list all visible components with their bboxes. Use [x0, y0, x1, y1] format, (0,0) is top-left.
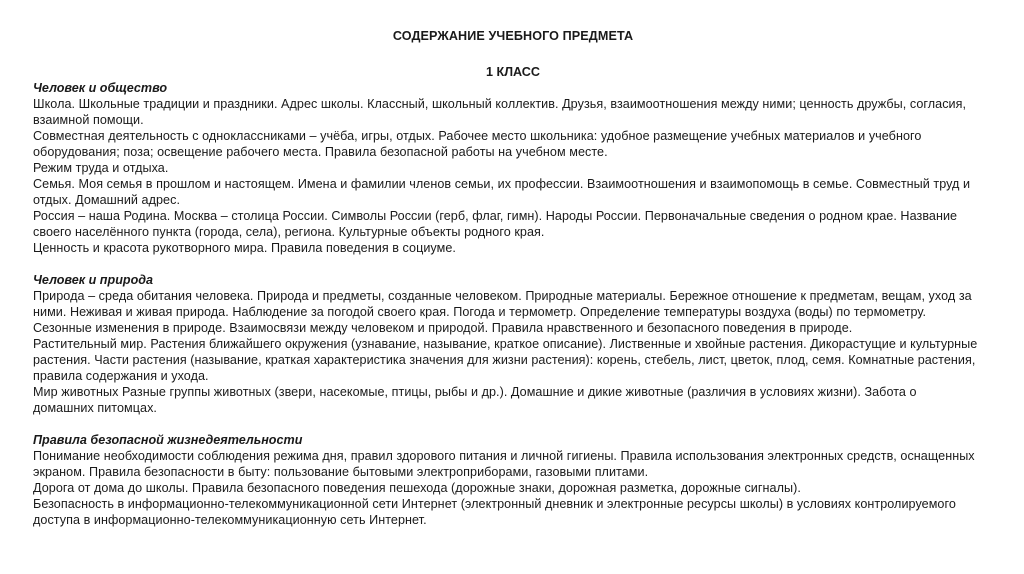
- section-heading: Правила безопасной жизнедеятельности: [33, 433, 303, 447]
- text-line: Дорога от дома до школы. Правила безопасного поведения пешехода (дорожные знаки, дорожная разметка, дорожные сигналы).: [33, 481, 801, 495]
- text-line: Семья. Моя семья в прошлом и настоящем. Имена и фамилии членов семьи, их профессии. Взаимоотношения и взаимопомощь в семье. Совместный труд и: [33, 177, 971, 191]
- text-line: Мир животных Разные группы животных (звери, насекомые, птицы, рыбы и др.). Домашние и дикие животные (различия в условиях жизни). Забота о: [33, 385, 917, 399]
- text-line: своего населённого пункта (города, села), региона. Культурные объекты родного края.: [33, 225, 545, 239]
- text-line: отдых. Домашний адрес.: [33, 193, 180, 207]
- section-heading: Человек и природа: [33, 273, 154, 287]
- page-title: СОДЕРЖАНИЕ УЧЕБНОГО ПРЕДМЕТА: [392, 29, 634, 43]
- text-line: взаимной помощи.: [33, 113, 144, 127]
- text-line: Понимание необходимости соблюдения режима дня, правил здорового питания и личной гигиены. Правила использования электронных средств, оснащенных: [33, 449, 975, 463]
- text-line: Сезонные изменения в природе. Взаимосвязи между человеком и природой. Правила нравственного и безопасного поведения в природе.: [33, 321, 853, 335]
- document-page: [33, 28, 993, 528]
- text-line: Совместная деятельность с одноклассниками – учёба, игры, отдых. Рабочее место школьника: удобное размещение учебных материалов и учебного: [33, 129, 922, 143]
- text-line: ними. Неживая и живая природа. Наблюдение за погодой своего края. Погода и термометр. Определение температуры воздуха (воды) по термометру.: [33, 305, 927, 319]
- section-society: [33, 80, 993, 256]
- text-line: Ценность и красота рукотворного мира. Правила поведения в социуме.: [33, 241, 456, 255]
- section-safety: [33, 432, 993, 528]
- text-line: экраном. Правила безопасности в быту: пользование бытовыми электроприборами, газовыми плитами.: [33, 465, 649, 479]
- text-line: правила содержания и ухода.: [33, 369, 209, 383]
- grade-heading: 1 КЛАСС: [486, 65, 540, 79]
- text-line: Режим труда и отдыха.: [33, 161, 169, 175]
- section-heading: Человек и общество: [33, 81, 168, 95]
- text-line: доступа в информационно-телекоммуникационную сеть Интернет.: [33, 513, 427, 527]
- text-line: Безопасность в информационно-телекоммуникационной сети Интернет (электронный дневник и электронные ресурсы школы) в условиях контролируемого: [33, 497, 956, 511]
- text-line: Россия – наша Родина. Москва – столица России. Символы России (герб, флаг, гимн). Народы России. Первоначальные сведения о родном крае. Название: [33, 209, 958, 223]
- text-line: Школа. Школьные традиции и праздники. Адрес школы. Классный, школьный коллектив. Друзья, взаимоотношения между ними; ценность дружбы, согласия,: [33, 97, 967, 111]
- text-line: домашних питомцах.: [33, 401, 157, 415]
- section-nature: [33, 272, 993, 416]
- text-line: растения. Части растения (называние, краткая характеристика значения для жизни растения): корень, стебель, лист, цветок, плод, семя. Комнатные растения,: [33, 353, 976, 367]
- text-line: оборудования; поза; освещение рабочего места. Правила безопасной работы на учебном месте.: [33, 145, 608, 159]
- text-line: Растительный мир. Растения ближайшего окружения (узнавание, называние, краткое описание). Лиственные и хвойные растения. Дикорастущие и культурные: [33, 337, 978, 351]
- text-line: Природа – среда обитания человека. Природа и предметы, созданные человеком. Природные материалы. Бережное отношение к предметам, вещам, уход за: [33, 289, 972, 303]
